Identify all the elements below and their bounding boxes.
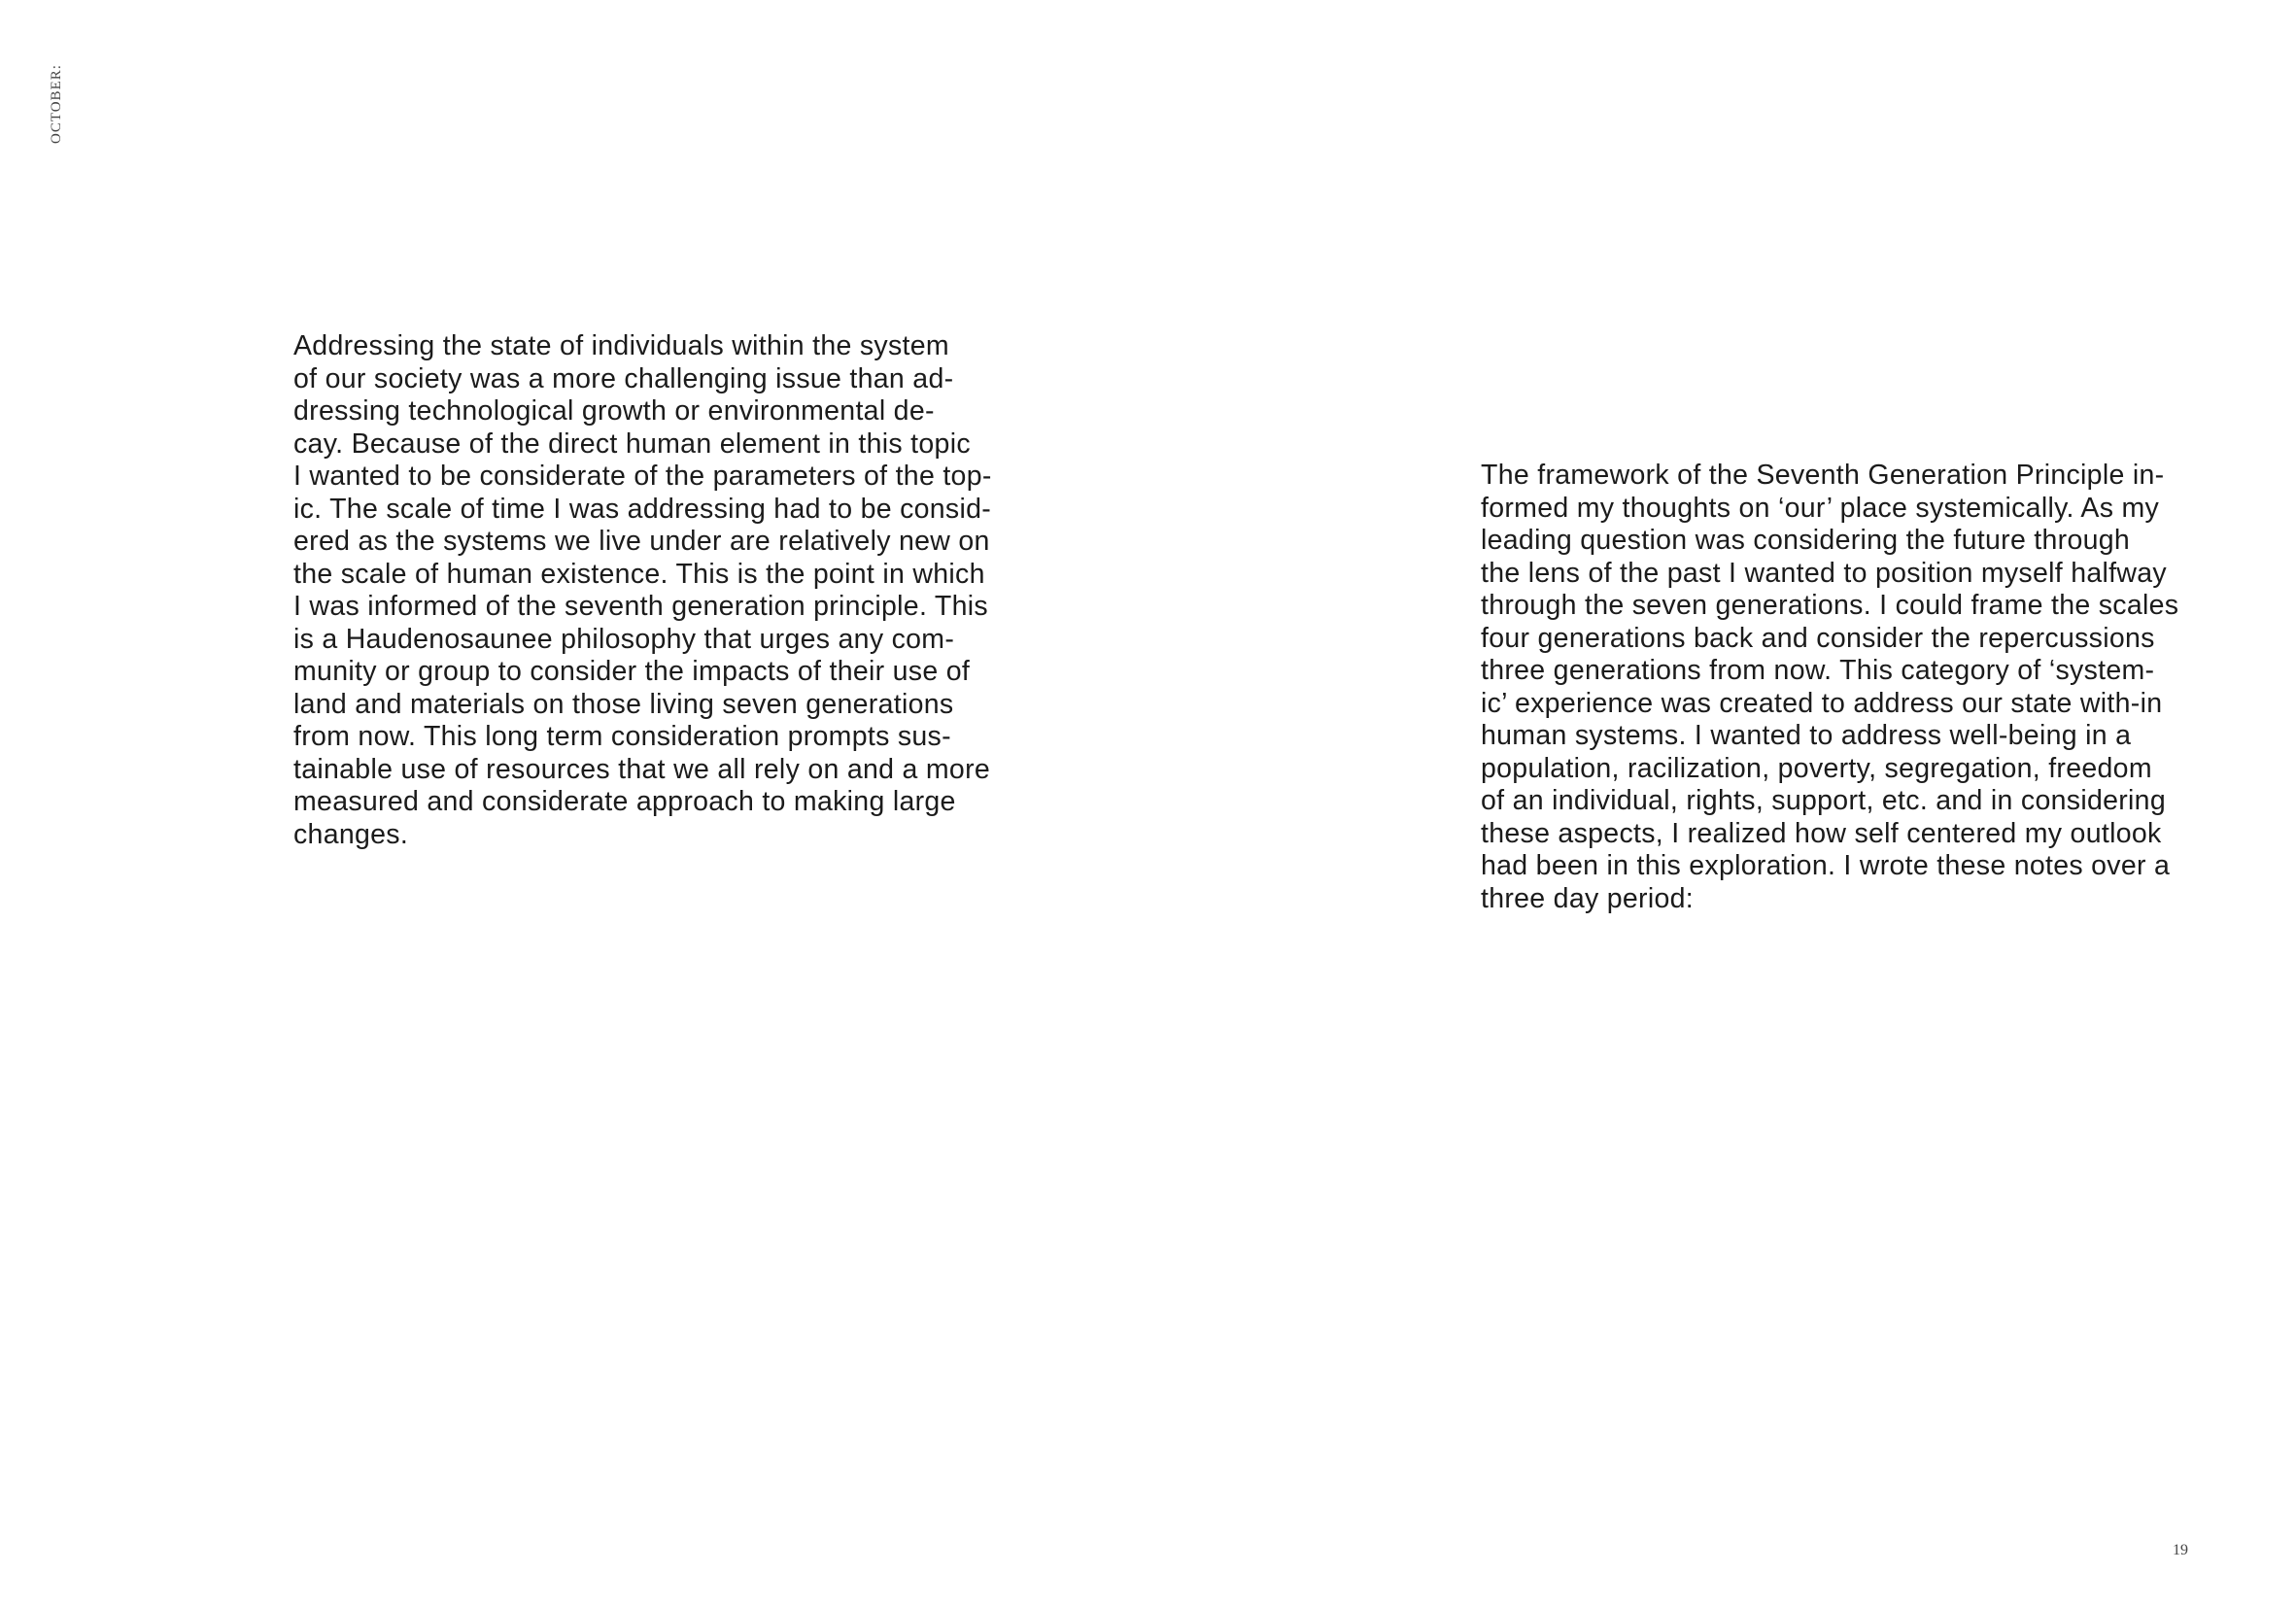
text-line: through the seven generations. I could frame the scales (1481, 590, 2179, 621)
text-line: three day period: (1481, 882, 1694, 914)
text-line: the scale of human existence. This is the point in which (293, 558, 985, 590)
text-line: population, racilization, poverty, segregation, freedom (1481, 752, 2152, 784)
text-line: Addressing the state of individuals within the system (293, 330, 949, 361)
text-line: of an individual, rights, support, etc. and in considering (1481, 785, 2166, 816)
text-line: I wanted to be considerate of the parameters of the top- (293, 461, 992, 492)
text-line: dressing technological growth or environmental de- (293, 395, 935, 427)
running-head: OCTOBER: (49, 64, 64, 144)
text-line: munity or group to consider the impacts of their use of (293, 656, 971, 687)
text-line: ered as the systems we live under are relatively new on (293, 526, 990, 557)
text-line: these aspects, I realized how self centered my outlook (1481, 817, 2162, 849)
text-line: human systems. I wanted to address well-being in a (1481, 720, 2132, 751)
text-line: formed my thoughts on ‘our’ place systemically. As my (1481, 492, 2160, 524)
text-line: changes. (293, 818, 409, 850)
text-line: three generations from now. This category of ‘system- (1481, 655, 2155, 686)
text-line: cay. Because of the direct human element in this topic (293, 427, 971, 460)
text-line: from now. This long term consideration prompts sus- (293, 721, 951, 752)
text-line: four generations back and consider the repercussions (1481, 622, 2155, 654)
text-line: ic. The scale of time I was addressing had to be consid- (293, 493, 992, 525)
text-line: of our society was a more challenging issue than ad- (293, 362, 954, 394)
text-line: The framework of the Seventh Generation Principle in- (1481, 460, 2165, 491)
text-line: the lens of the past I wanted to position myself halfway (1481, 557, 2167, 589)
text-line: measured and considerate approach to making large (293, 786, 956, 817)
right-text-column (1481, 460, 2239, 915)
text-line: tainable use of resources that we all rely on and a more (293, 753, 991, 785)
text-line: ic’ experience was created to address our state with-in (1481, 687, 2163, 719)
text-line: I was informed of the seventh generation principle. This (293, 591, 988, 622)
page-number: 19 (2173, 1542, 2188, 1558)
text-line: land and materials on those living seven generations (293, 688, 954, 720)
text-line: is a Haudenosaunee philosophy that urges any com- (293, 623, 955, 655)
text-line: had been in this exploration. I wrote these notes over a (1481, 850, 2171, 881)
left-text-column (293, 330, 1032, 851)
text-line: leading question was considering the future through (1481, 525, 2131, 556)
